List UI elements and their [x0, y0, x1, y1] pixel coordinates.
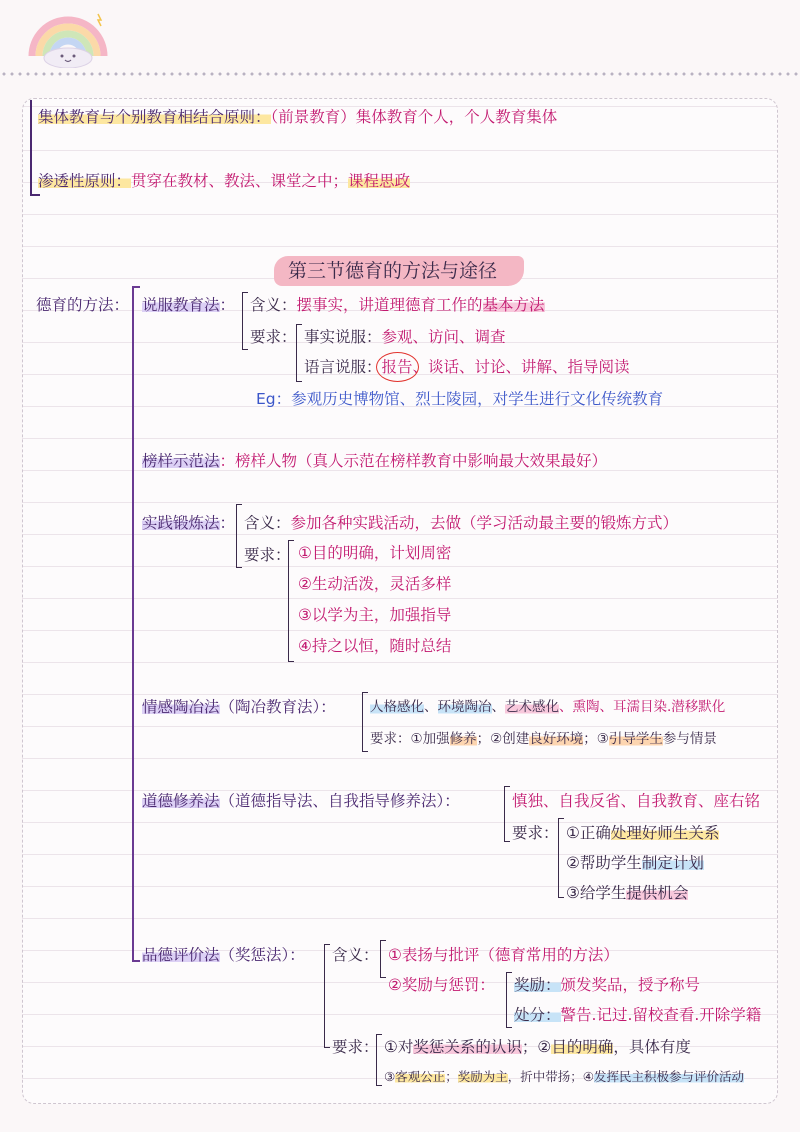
- method1-req2-circled: 报告: [381, 358, 413, 376]
- method4-sep-2: 、: [491, 699, 505, 715]
- main-bracket: [132, 286, 140, 962]
- method3-req-bracket: [288, 540, 294, 662]
- method6-meaning-label: 含义：: [332, 946, 379, 964]
- method5-r1-hl: 处理好师生关系: [610, 824, 720, 842]
- method6-meaning-bracket: [380, 940, 386, 978]
- method4-forms: [370, 696, 725, 718]
- method6-req-2: [384, 1066, 744, 1088]
- method6-req2-hl3: 发挥民主积极参与评价活动: [593, 1069, 744, 1084]
- method1-meaning-highlight: 基本方法: [482, 296, 545, 314]
- method4-req-a: ①加强: [410, 731, 450, 747]
- method1: [142, 294, 235, 316]
- method4-req-b: ；②创建: [476, 731, 530, 747]
- method4-req-b-hl: 良好环境: [529, 731, 584, 747]
- method6: [142, 944, 305, 966]
- method6-req2-b: ；: [445, 1069, 458, 1084]
- method4-sep-1: 、: [424, 699, 438, 715]
- method6-punish-label: 处分：: [514, 1006, 561, 1024]
- method6-m2: ②奖励与惩罚：: [388, 976, 495, 994]
- principle-bar: [30, 100, 32, 196]
- principle-2: [38, 170, 410, 192]
- method5-req-1: [566, 822, 719, 844]
- method3-req-2: ②生动活泼，灵活多样: [298, 575, 452, 593]
- method1-bracket: [242, 292, 248, 350]
- method6-req1-c: ，具体有度: [613, 1038, 691, 1056]
- method4-form-3: 艺术感化: [505, 699, 559, 715]
- method6-reward-text: 颁发奖品，授予称号: [560, 976, 701, 994]
- method6-req1-b: ；②: [521, 1038, 552, 1056]
- method5-req-2: [566, 852, 704, 874]
- method6-reward: [514, 974, 700, 996]
- principle-2-highlight: 课程思政: [348, 172, 411, 190]
- method3-meaning-label: 含义：: [244, 514, 291, 532]
- method6-req-label: 要求：: [332, 1038, 379, 1056]
- method5-r2-hl: 制定计划: [641, 854, 704, 872]
- principle-1-label: 集体教育与个别教育相结合原则：: [38, 108, 271, 126]
- method2-text: ：榜样人物（真人示范在榜样教育中影响最大效果最好）: [219, 452, 608, 470]
- dotted-divider: [0, 72, 800, 76]
- method5-forms: 慎独、自我反省、自我教育、座右铭: [512, 792, 761, 810]
- method5-r3-num: ③给学生: [566, 884, 627, 902]
- method4-alias: （陶冶教育法）：: [219, 698, 336, 716]
- method3-colon: ：: [219, 514, 236, 532]
- method6-bracket: [324, 944, 330, 1048]
- principle-1: [38, 106, 557, 128]
- method1-meaning-label: 含义：: [250, 296, 297, 314]
- method2: [142, 450, 607, 472]
- rainbow-cloud-icon: [18, 8, 118, 68]
- method6-req1-hl: 奖惩关系的认识: [413, 1038, 522, 1056]
- method1-req2-text: 、谈话、讨论、讲解、指导阅读: [412, 358, 630, 376]
- method4-form-2: 环境陶冶: [437, 699, 492, 715]
- root-label: 德育的方法：: [36, 296, 130, 314]
- method4-bracket: [362, 692, 368, 752]
- method4-req-c-tail: 参与情景: [662, 731, 717, 747]
- method1-req2: [304, 356, 630, 378]
- method6-m1: ①表扬与批评（德育常用的方法）: [388, 946, 619, 964]
- method5-r3-hl: 提供机会: [626, 884, 689, 902]
- method1-colon: ：: [219, 296, 236, 314]
- method5-r1-num: ①正确: [566, 824, 611, 842]
- method1-req1-label: 事实说服：: [304, 328, 382, 346]
- method6-req2-a: ③: [384, 1069, 396, 1084]
- method1-req2-label: 语言说服：: [304, 358, 382, 376]
- method4-req: [370, 728, 717, 750]
- method4: [142, 696, 336, 718]
- method6-req2-hl2: 奖励为主: [457, 1069, 508, 1084]
- method4-req-c: ；③: [583, 731, 609, 747]
- method5-alias: （道德指导法、自我指导修养法）：: [219, 792, 460, 810]
- method1-meaning: [250, 294, 545, 316]
- method4-form-rest: 、熏陶、耳濡目染.潜移默化: [559, 699, 726, 715]
- method6-req-bracket: [376, 1034, 382, 1086]
- method6-alias: （奖惩法）：: [219, 946, 305, 964]
- method3-req-3: ③以学为主，加强指导: [298, 606, 452, 624]
- method4-form-1: 人格感化: [370, 699, 424, 715]
- method1-name: 说服教育法: [142, 296, 220, 314]
- method6-punish: [514, 1004, 761, 1026]
- method1-req-label: 要求：: [250, 328, 297, 346]
- method6-req-1: [384, 1036, 691, 1058]
- principle-2-desc: 贯穿在教材、教法、课堂之中；: [131, 172, 349, 190]
- principle-2-label: 渗透性原则：: [38, 172, 132, 190]
- method1-example: Eg：参观历史博物馆、烈士陵园，对学生进行文化传统教育: [256, 390, 664, 408]
- method4-req-a-hl: 修养: [449, 731, 477, 747]
- method6-req1-a: ①对: [384, 1038, 414, 1056]
- method1-req1-text: 参观、访问、调查: [381, 328, 506, 346]
- method6-req2-c: ，折中带扬；④: [507, 1069, 594, 1084]
- method3-name: 实践锻炼法: [142, 514, 220, 532]
- method5-name: 道德修养法: [142, 792, 220, 810]
- method6-req1-hl2: 目的明确: [551, 1038, 614, 1056]
- method4-name: 情感陶冶法: [142, 698, 220, 716]
- method3-meaning-text: 参加各种实践活动，去做（学习活动最主要的锻炼方式）: [290, 514, 679, 532]
- method4-req-c-hl: 引导学生: [608, 731, 663, 747]
- method5-req-label: 要求：: [512, 824, 559, 842]
- method3-req-label: 要求：: [244, 546, 291, 564]
- method6-req2-hl: 客观公正: [395, 1069, 446, 1084]
- method1-meaning-text: 摆事实，讲道理德育工作的: [296, 296, 483, 314]
- method5-r2-num: ②帮助学生: [566, 854, 642, 872]
- method5-req-bracket: [558, 818, 564, 898]
- method3-meaning: [244, 512, 678, 534]
- method5-req-3: [566, 882, 688, 904]
- method3: [142, 512, 235, 534]
- method3-req-1: ①目的明确，计划周密: [298, 544, 452, 562]
- method6-name: 品德评价法: [142, 946, 220, 964]
- method6-punish-text: 警告.记过.留校查看.开除学籍: [560, 1006, 762, 1024]
- method6-reward-bracket: [506, 972, 512, 1028]
- method3-bracket: [236, 504, 242, 568]
- method1-req-bracket: [296, 324, 302, 382]
- method1-req1: [304, 326, 506, 348]
- method2-name: 榜样示范法: [142, 452, 220, 470]
- method5: [142, 790, 460, 812]
- method5-bracket: [504, 786, 510, 842]
- method6-reward-label: 奖励：: [514, 976, 561, 994]
- method4-req-label: 要求：: [370, 731, 411, 747]
- method3-req-4: ④持之以恒，随时总结: [298, 637, 452, 655]
- section-title: 第三节德育的方法与途径: [288, 260, 498, 282]
- principle-1-desc: （前景教育）集体教育个人，个人教育集体: [270, 108, 558, 126]
